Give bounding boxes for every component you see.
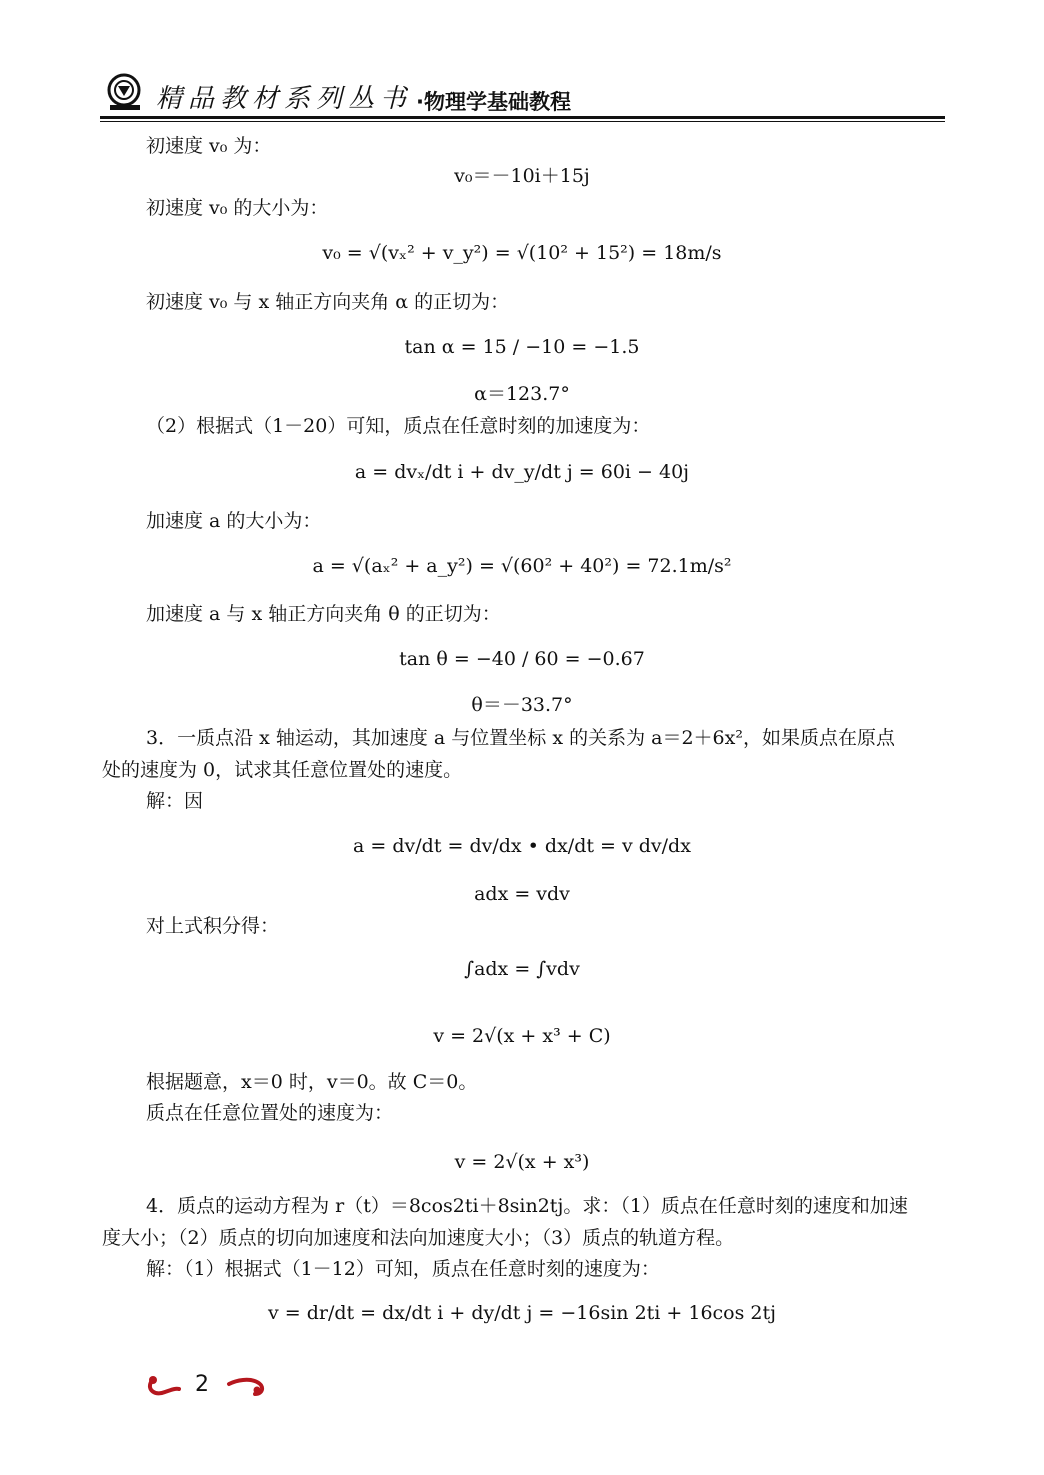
text-line: 3．一质点沿 x 轴运动，其加速度 a 与位置坐标 x 的关系为 a＝2＋6x²，如果质点在原点 — [146, 727, 895, 749]
equation: v = dr/dt = dx/dt i + dy/dt j = −16sin 2ti + 16cos 2tj — [267, 1302, 777, 1324]
text-line: （2）根据式（1－20）可知，质点在任意时刻的加速度为： — [146, 415, 651, 437]
equation: v = 2√(x + x³ + C) — [433, 1025, 611, 1047]
text-line: 质点在任意位置处的速度为： — [146, 1102, 394, 1124]
text-line: 对上式积分得： — [146, 915, 280, 937]
text-line: 加速度 a 的大小为： — [146, 510, 322, 532]
header-rule-thin — [100, 121, 945, 122]
publisher-logo-icon — [102, 72, 150, 112]
series-title: 精品教材系列丛书 — [156, 84, 413, 114]
equation: v₀＝－10i＋15j — [454, 165, 590, 187]
text-line: 解：（1）根据式（1－12）可知，质点在任意时刻的速度为： — [146, 1258, 660, 1280]
equation: adx = vdv — [474, 883, 570, 905]
book-title: ·物理学基础教程 — [416, 90, 571, 114]
equation: a = dv/dt = dv/dx • dx/dt = v dv/dx — [353, 835, 691, 857]
footer-ornament-icon — [145, 1368, 275, 1404]
equation: a = √(aₓ² + a_y²) = √(60² + 40²) = 72.1m/s² — [312, 555, 732, 577]
text-line: 解：因 — [146, 790, 204, 812]
text-line: 初速度 v₀ 为： — [146, 135, 272, 157]
text-line: 初速度 v₀ 的大小为： — [146, 197, 329, 219]
equation: ∫adx = ∫vdv — [464, 958, 580, 980]
text-line: 加速度 a 与 x 轴正方向夹角 θ 的正切为： — [146, 603, 501, 625]
text-line: 处的速度为 0，试求其任意位置处的速度。 — [102, 759, 463, 781]
text-line: 度大小；（2）质点的切向加速度和法向加速度大小；（3）质点的轨道方程。 — [102, 1227, 735, 1249]
equation: α＝123.7° — [474, 383, 570, 405]
equation: tan θ = −40 / 60 = −0.67 — [399, 648, 645, 670]
text-line: 4．质点的运动方程为 r（t）＝8cos2ti＋8sin2tj。求：（1）质点在任意时刻的速度和加速 — [146, 1195, 908, 1217]
equation: v₀ = √(vₓ² + v_y²) = √(10² + 15²) = 18m/s — [322, 242, 722, 264]
equation: a = dvₓ/dt i + dv_y/dt j = 60i − 40j — [354, 461, 690, 483]
header-rule-thick — [100, 116, 945, 119]
equation: v = 2√(x + x³) — [454, 1151, 590, 1173]
page-number: 2 — [195, 1372, 209, 1397]
equation: tan α = 15 / −10 = −1.5 — [404, 336, 640, 358]
equation: θ＝－33.7° — [471, 694, 573, 716]
running-header — [100, 70, 945, 118]
text-line: 初速度 v₀ 与 x 轴正方向夹角 α 的正切为： — [146, 291, 510, 313]
text-line: 根据题意，x＝0 时，v＝0。故 C＝0。 — [146, 1071, 478, 1093]
